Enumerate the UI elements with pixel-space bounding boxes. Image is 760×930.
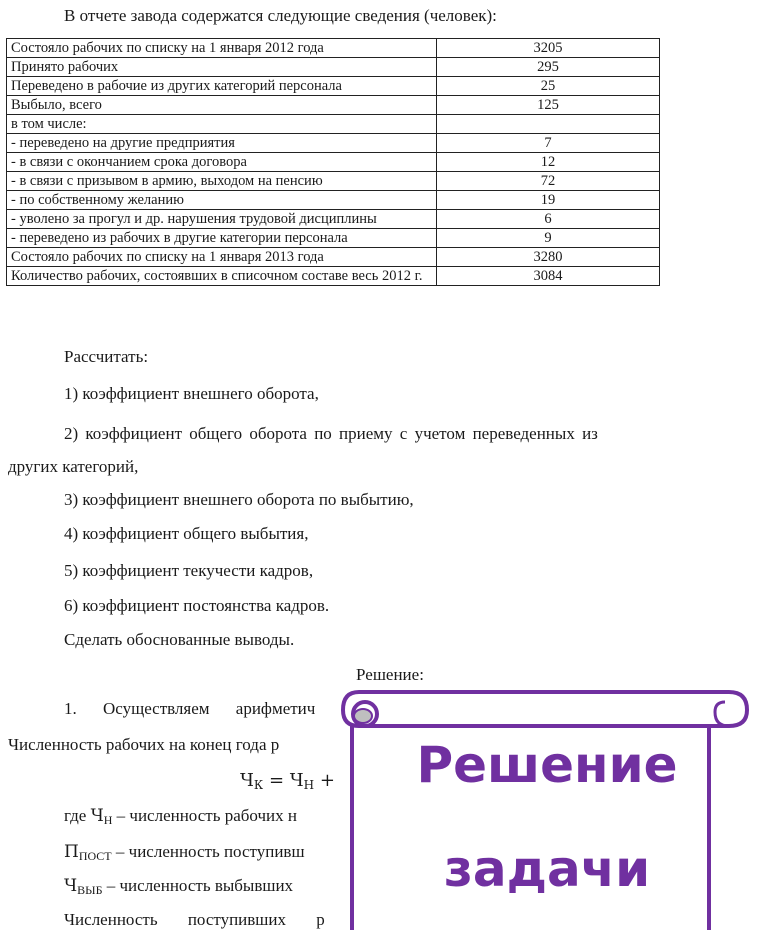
table-cell-value: 6 — [437, 210, 660, 229]
vyb-line — [64, 876, 293, 898]
task-item-3: 3) коэффициент внешнего оборота по выбытию, — [64, 490, 414, 509]
table-cell-label: - по собственному желанию — [7, 191, 437, 210]
formula-symbol: Ч — [240, 770, 254, 791]
solution-scroll-banner — [337, 688, 760, 930]
table-row — [7, 248, 660, 267]
table-cell-label: в том числе: — [7, 115, 437, 134]
last-line: Численность поступивших р — [64, 910, 325, 929]
table-cell-label: Состояло рабочих по списку на 1 января 2013 года — [7, 248, 437, 267]
task-item-2-text: 2) коэффициент общего оборота по приему с учетом переведенных из — [64, 424, 598, 443]
table-cell-value: 7 — [437, 134, 660, 153]
vyb-sub: ВЫБ — [77, 883, 103, 897]
conclusion-text: Сделать обоснованные выводы. — [64, 630, 295, 649]
table-cell-value: 19 — [437, 191, 660, 210]
table-row — [7, 77, 660, 96]
post-text: – численность поступивш — [111, 842, 305, 861]
formula-sub-k: К — [253, 778, 264, 792]
table-cell-value: 125 — [437, 96, 660, 115]
table-cell-label: - переведено из рабочих в другие категории персонала — [7, 229, 437, 248]
table-row — [7, 58, 660, 77]
table-cell-label: Принято рабочих — [7, 58, 437, 77]
formula-sub-n: Н — [303, 778, 315, 792]
vyb-symbol: Ч — [64, 876, 78, 896]
task-item-1: 1) коэффициент внешнего оборота, — [64, 384, 319, 403]
task-item-4: 4) коэффициент общего выбытия, — [64, 524, 309, 543]
table-cell-value: 9 — [437, 229, 660, 248]
table-row — [7, 172, 660, 191]
where-prefix: где — [64, 806, 91, 825]
intro-text: В отчете завода содержатся следующие сведения (человек): — [64, 6, 497, 25]
table-row — [7, 210, 660, 229]
vyb-text: – численность выбывших — [102, 876, 294, 895]
post-line — [64, 842, 305, 864]
table-cell-label: Количество рабочих, состоявших в списочном составе весь 2012 г. — [7, 267, 437, 286]
formula-symbol-2: Ч — [289, 770, 304, 791]
post-sub: ПОСТ — [78, 849, 112, 863]
data-table — [6, 38, 660, 286]
table-row — [7, 191, 660, 210]
solution-heading: Решение: — [356, 665, 424, 684]
step1-text: 1. Осуществляем арифметич — [64, 699, 316, 718]
table-cell-value: 3280 — [437, 248, 660, 267]
headcount-text: Численность рабочих на конец года р — [8, 735, 280, 754]
table-cell-label: Переведено в рабочие из других категорий персонала — [7, 77, 437, 96]
table-cell-value: 12 — [437, 153, 660, 172]
where-sub: Н — [103, 813, 113, 827]
table-cell-value — [437, 115, 660, 134]
table-cell-label: - уволено за прогул и др. нарушения трудовой дисциплины — [7, 210, 437, 229]
table-row — [7, 96, 660, 115]
table-row — [7, 39, 660, 58]
table-cell-value: 72 — [437, 172, 660, 191]
table-row — [7, 134, 660, 153]
table-cell-value: 295 — [437, 58, 660, 77]
overlay-title-line1: Решение — [416, 736, 678, 794]
table-cell-label: Выбыло, всего — [7, 96, 437, 115]
task-item-5: 5) коэффициент текучести кадров, — [64, 561, 314, 580]
formula-plus: + — [314, 770, 335, 791]
calc-heading: Рассчитать: — [64, 347, 149, 366]
table-row — [7, 153, 660, 172]
where-symbol: Ч — [90, 806, 104, 826]
formula — [240, 770, 335, 792]
post-symbol: П — [64, 842, 79, 862]
table-cell-value: 25 — [437, 77, 660, 96]
table-row — [7, 229, 660, 248]
table-row — [7, 115, 660, 134]
overlay-title-line2: задачи — [443, 840, 651, 898]
table-cell-value: 3205 — [437, 39, 660, 58]
where-text: – численность рабочих н — [112, 806, 297, 825]
formula-eq: = — [263, 770, 290, 791]
table-cell-label: - в связи с окончанием срока договора — [7, 153, 437, 172]
where-line — [64, 806, 297, 828]
task-item-2 — [64, 424, 688, 444]
table-cell-label: - в связи с призывом в армию, выходом на пенсию — [7, 172, 437, 191]
table-cell-label: - переведено на другие предприятия — [7, 134, 437, 153]
task-item-2-cont: других категорий, — [8, 457, 139, 476]
task-item-6: 6) коэффициент постоянства кадров. — [64, 596, 330, 615]
table-cell-label: Состояло рабочих по списку на 1 января 2012 года — [7, 39, 437, 58]
table-row — [7, 267, 660, 286]
table-cell-value: 3084 — [437, 267, 660, 286]
